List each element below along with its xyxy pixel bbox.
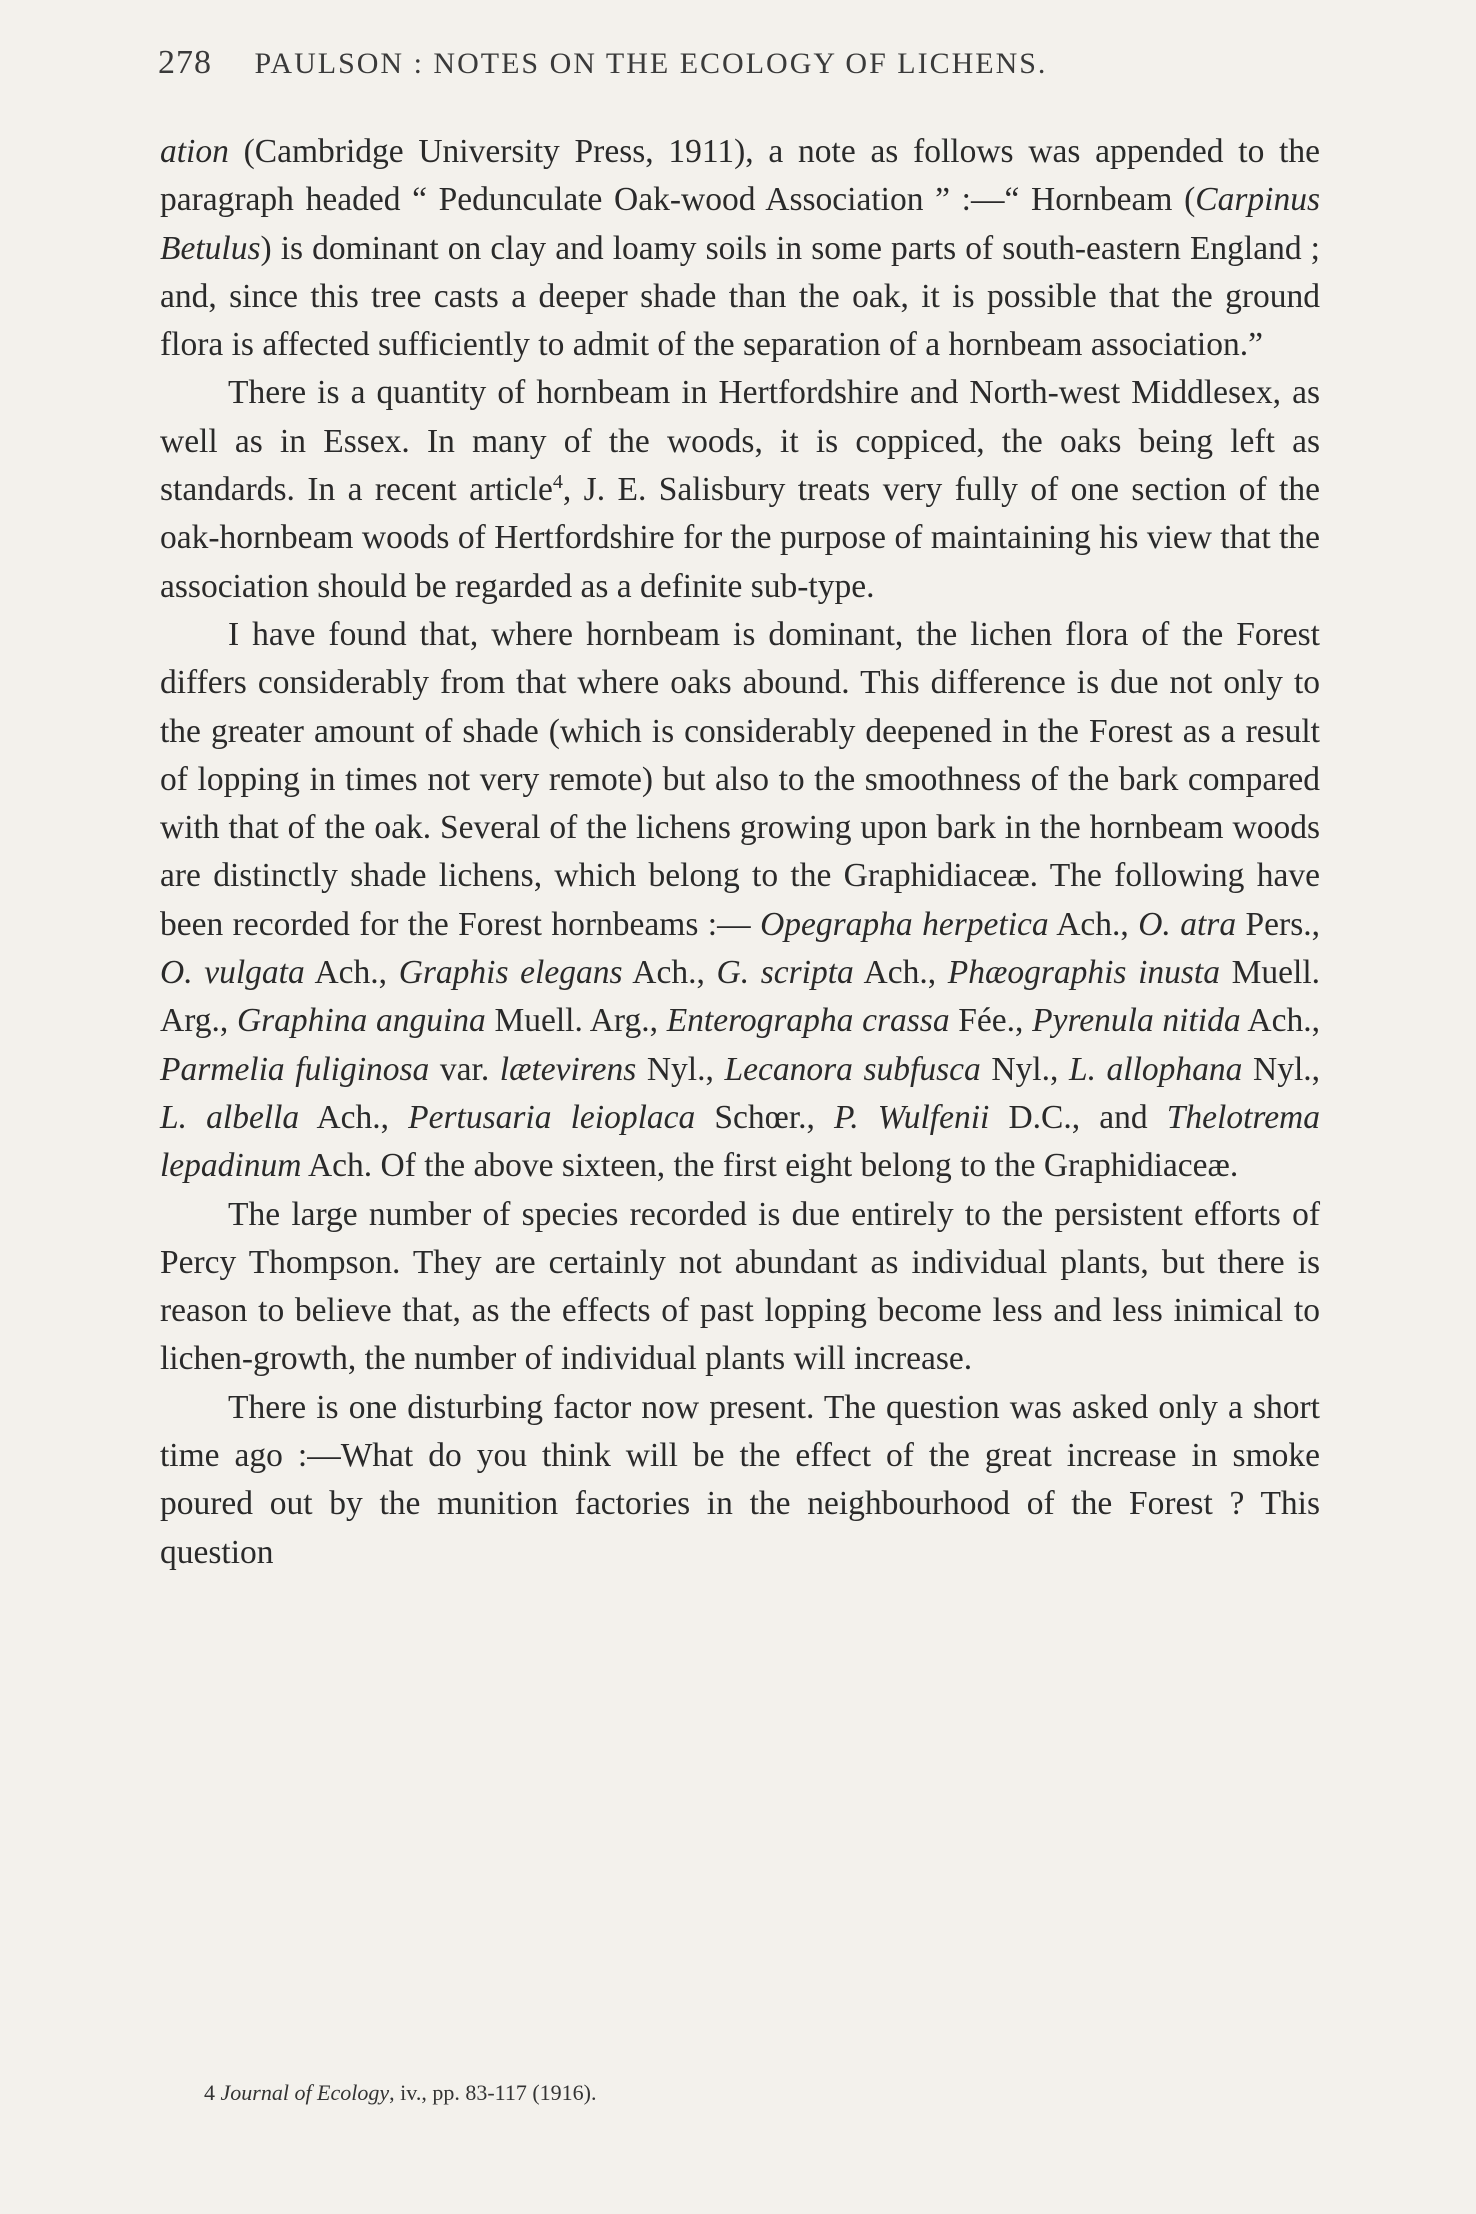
italic-text: Graphina anguina bbox=[236, 1002, 486, 1040]
italic-text: O. vulgata bbox=[160, 954, 305, 992]
italic-text: P. Wulfenii bbox=[834, 1098, 990, 1136]
footnote bbox=[204, 2080, 597, 2106]
italic-text: Phæographis inusta bbox=[947, 954, 1220, 992]
italic-text: L. albella bbox=[160, 1098, 300, 1136]
text-run: Muell. Arg., bbox=[160, 954, 1321, 1040]
paragraph bbox=[160, 611, 1320, 1191]
text-run: , J. E. Salisbury treats very fully of one section of the oak-hornbeam woods of Hertfordshire for the purpose of maintaining his view that the association should be regarded as a definite sub-type. bbox=[160, 471, 1320, 605]
italic-text: Carpinus Betulus bbox=[160, 181, 1320, 267]
body-text bbox=[160, 128, 1320, 1577]
text-run: (Cambridge University Press, 1911), a note as follows was appended to the paragraph headed “ Pedunculate Oak-wood Association ” :—“ Hornbeam ( bbox=[160, 133, 1320, 219]
text-run: Ach. Of the above sixteen, the first eight belong to the Graphidiaceæ. bbox=[301, 1147, 1239, 1185]
italic-text: lætevirens bbox=[499, 1050, 637, 1088]
text-run: Ach., bbox=[853, 954, 948, 992]
text-run: The large number of species recorded is due entirely to the persistent efforts of Percy Thompson. They are certainly not abundant as individual plants, but there is reason to believe that, as the effects of past lopping become less and less inimical to lichen-growth, the number of individual plants will increase. bbox=[160, 1195, 1320, 1378]
italic-text: O. atra bbox=[1138, 905, 1237, 943]
italic-text: L. allophana bbox=[1068, 1050, 1243, 1088]
italic-text: Journal of Ecology bbox=[220, 2080, 390, 2105]
running-head-title: PAULSON : NOTES ON THE ECOLOGY OF LICHENS. bbox=[254, 47, 1048, 80]
footnote-ref: 4 bbox=[552, 470, 563, 493]
italic-text: Lecanora subfusca bbox=[724, 1050, 981, 1088]
text-run: Schœr., bbox=[695, 1098, 835, 1136]
text-run: Ach., bbox=[1048, 905, 1139, 943]
text-run: var. bbox=[429, 1050, 500, 1088]
italic-text: G. scripta bbox=[716, 954, 854, 992]
text-run: Ach., bbox=[304, 954, 399, 992]
text-run: There is a quantity of hornbeam in Hertfordshire and North-west Middlesex, as well as in Essex. In many of the woods, it is coppiced, the oaks being left as standards. In a recent article bbox=[160, 374, 1320, 509]
text-run: Ach., bbox=[622, 954, 717, 992]
paragraph bbox=[160, 1384, 1320, 1577]
paragraph bbox=[160, 369, 1320, 610]
italic-text: Pertusaria leioplaca bbox=[408, 1098, 696, 1136]
text-run: D.C., and bbox=[989, 1098, 1167, 1136]
italic-text: Enterographa crassa bbox=[666, 1002, 950, 1040]
italic-text: Thelotrema lepadinum bbox=[160, 1098, 1321, 1185]
text-run: Fée., bbox=[949, 1002, 1033, 1040]
italic-text: ation bbox=[160, 133, 229, 170]
text-run: Muell. Arg., bbox=[485, 1002, 667, 1040]
page-number: 278 bbox=[158, 44, 212, 81]
text-run: Ach., bbox=[1240, 1002, 1320, 1040]
running-head bbox=[158, 44, 1328, 82]
text-run: , iv., pp. 83-117 (1916). bbox=[389, 2080, 597, 2105]
text-run: Nyl., bbox=[636, 1050, 725, 1088]
italic-text: Graphis elegans bbox=[398, 954, 623, 992]
text-run: 4 bbox=[204, 2080, 221, 2105]
text-run: Nyl., bbox=[980, 1050, 1069, 1088]
italic-text: Pyrenula nitida bbox=[1032, 1002, 1241, 1040]
text-run: I have found that, where hornbeam is dominant, the lichen flora of the Forest differs considerably from that where oaks abound. This difference is due not only to the greater amount of shade (which is considerably deepened in the Forest as a result of lopping in times not very remote) but also to the smoothness of the bark compared with that of the oak. Several of the lichens growing upon bark in the hornbeam woods are distinctly shade lichens, which belong to the Graphidiaceæ. The following have been recorded for the Forest hornbeams :— bbox=[160, 615, 1320, 943]
text-run: Nyl., bbox=[1242, 1050, 1321, 1088]
paragraph bbox=[160, 1191, 1320, 1384]
italic-text: Parmelia fuliginosa bbox=[160, 1050, 430, 1088]
paragraph bbox=[160, 128, 1320, 369]
text-run: There is one disturbing factor now present. The question was asked only a short time ago :—What do you think will be the effect of the great increase in smoke poured out by the munition factories in the neighbourhood of the Forest ? This question bbox=[160, 1388, 1320, 1571]
text-run: Ach., bbox=[299, 1098, 409, 1136]
italic-text: Opegrapha herpetica bbox=[760, 905, 1049, 943]
text-run: ) is dominant on clay and loamy soils in some parts of south-eastern England ; and, since this tree casts a deeper shade than the oak, it is possible that the ground flora is affected sufficiently to admit of the separation of a hornbeam association.” bbox=[160, 229, 1320, 364]
text-run: Pers., bbox=[1236, 905, 1320, 943]
